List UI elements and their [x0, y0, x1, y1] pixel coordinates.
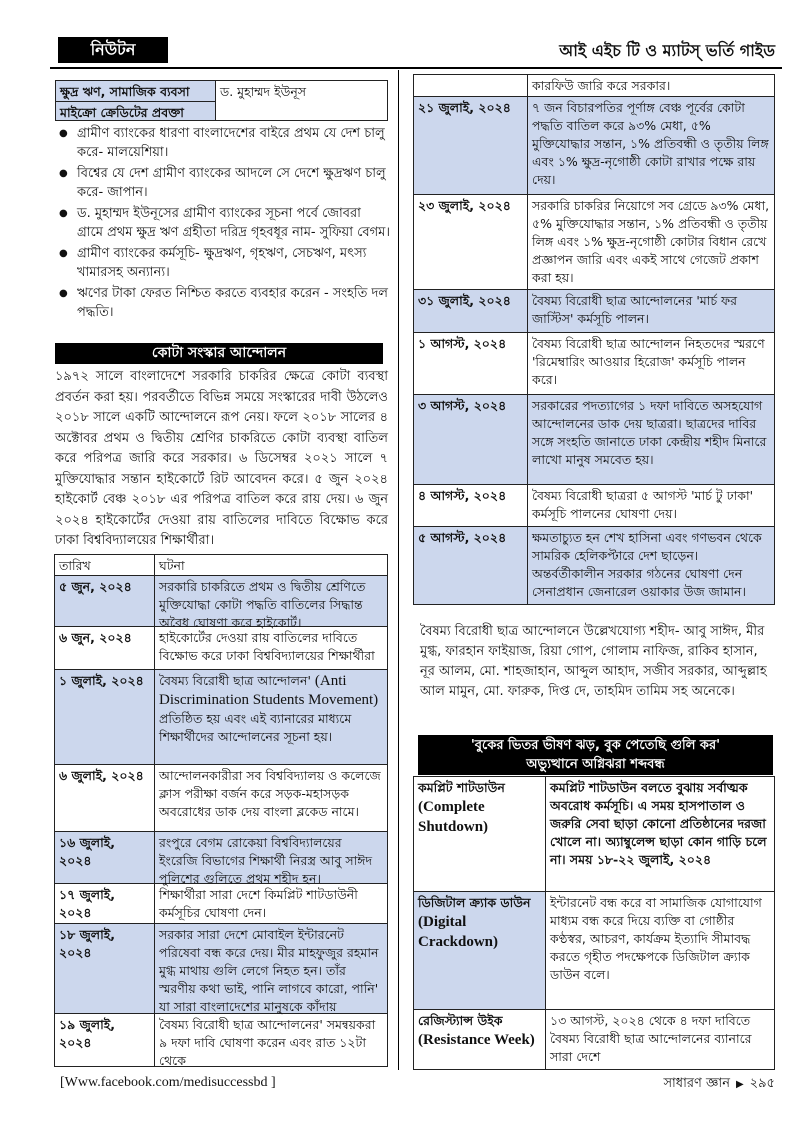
- bullet-icon: ●: [59, 208, 68, 219]
- row-event: রংপুরে বেগম রোকেয়া বিশ্ববিদ্যালয়ের ইংরেজি বিভাগের শিক্ষার্থী নিরস্ত্র আবু সাঈদ পুলিশের গুলিতে প্রথম শহীদ হন।: [155, 832, 388, 884]
- row-event: বৈষম্য বিরোধী ছাত্র আন্দোলনের' সমন্বয়করা ৯ দফা দাবি ঘোষণা করেন এবং রাত ১২টা থেকে: [155, 1014, 388, 1067]
- row-date: ১৯ জুলাই, ২০২৪: [55, 1014, 155, 1067]
- row-event: সরকারি চাকরির নিয়োগে সব গ্রেডে ৯৩% মেধা, ৫% মুক্তিযোদ্ধার সন্তান, ১% প্রতিবন্ধী ও তৃতীয় লিঙ্গ এবং ১% ক্ষুদ্র-নৃগোষ্ঠী কোটার বিধান রেখে প্রজ্ঞাপন জারি এবং একই সাথে গেজেট প্রকাশ করা হয়।: [528, 195, 775, 290]
- term-bengali: কমপ্লিট শাটডাউন: [418, 780, 505, 795]
- bullet-icon: ●: [59, 168, 68, 179]
- glossary-definition: কমপ্লিট শাটডাউন বলতে বুঝায় সর্বাত্মক অবরোধ কর্মসূচি। এ সময় হাসপাতাল ও জরুরি সেবা ছাড়া কোনো প্রতিষ্ঠানের দরজা খোলে না। অ্যাম্বুলেন্স ছাড়া কোন গাড়ি চলে না। সময় ১৮-২২ জুলাই, ২০২৪: [546, 777, 775, 892]
- row-event: সরকারের পদত্যাগের ১ দফা দাবিতে অসহযোগ আন্দোলনের ডাক দেয় ছাত্ররা। ছাত্রদের দাবির সঙ্গে সংহতি জানাতে ঢাকা কেন্দ্রীয় শহীদ মিনারে লাখো মানুষ সমবেত হয়।: [528, 395, 775, 485]
- bullet-icon: ●: [59, 128, 68, 139]
- footer-link[interactable]: [Www.facebook.com/medisuccessbd ]: [60, 1075, 276, 1090]
- table-row: [55, 765, 388, 832]
- intro-cell-role: মাইক্রো ক্রেডিটের প্রবক্তা: [56, 102, 216, 121]
- table-row: [414, 527, 775, 605]
- row-date: ১ আগস্ট, ২০২৪: [414, 333, 528, 395]
- table-row: [414, 290, 775, 333]
- list-item: ● গ্রামীণ ব্যাংকের কর্মসূচি- ক্ষুদ্রঋণ, গৃহঋণ, সেচঋণ, মৎস্য খামারসহ অন্যান্য।: [59, 246, 367, 280]
- bullet-icon: ●: [59, 248, 68, 259]
- row-event: হাইকোর্টের দেওয়া রায় বাতিলের দাবিতে বিক্ষোভ করে ঢাকা বিশ্ববিদ্যালয়ের শিক্ষার্থীরা: [155, 627, 388, 670]
- intro-table: [55, 80, 388, 121]
- glossary-row: [414, 892, 775, 1010]
- list-item: ● ড. মুহাম্মদ ইউনূসের গ্রামীণ ব্যাংকের সূচনা পর্বে জোবরা গ্রামে প্রথম ক্ষুদ্র ঋণ গ্রহীতা দরিদ্র গৃহবধূর নাম- সুফিয়া বেগম।: [59, 206, 391, 240]
- timeline-table: [54, 554, 388, 1067]
- row-date: ৫ জুন, ২০২৪: [55, 576, 155, 627]
- table-row: [414, 97, 775, 195]
- glossary-definition: ১৩ আগস্ট, ২০২৪ থেকে ৪ দফা দাবিতে বৈষম্য বিরোধী ছাত্র আন্দোলনের ব্যানারে সারা দেশে: [546, 1010, 775, 1070]
- martyrs-paragraph: বৈষম্য বিরোধী ছাত্র আন্দোলনে উল্লেখযোগ্য শহীদ- আবু সাঈদ, মীর মুগ্ধ, ফারহান ফাইয়াজ, রিয়া গোপ, গোলাম নাফিজ, রাকিব হাসান, নূর আলম, মো. শাহজাহান, আব্দুল আহাদ, সজীব সরকার, আব্দুল্লাহ আল মামুন, মো. ফারুক, দিপ্ত দে, তাহমিদ তামিম সহ অনেকে।: [420, 624, 767, 699]
- row-date: ১৮ জুলাই, ২০২৪: [55, 924, 155, 1014]
- section-paragraph: ১৯৭২ সালে বাংলাদেশে সরকারি চাকরির ক্ষেত্রে কোটা ব্যবস্থা প্রবর্তন করা হয়। পরবর্তীতে বিভিন্ন সময়ে সংস্কারের দাবী উঠলেও ২০১৮ সালে একটি আন্দোলনে রূপ নেয়। ফলে ২০১৮ সালের ৪ অক্টোবর প্রথম ও দ্বিতীয় শ্রেণির চাকরিতে কোটা ব্যবস্থা বাতিল করে পরিপত্র জারি করে সরকার। ৬ ডিসেম্বর ২০২১ সালে ৭ মুক্তিযোদ্ধার সন্তান হাইকোর্টে রিট আবেদন করে। ৫ জুন ২০২৪ হাইকোর্ট বেঞ্চ ২০১৮ এর পরিপত্র বাতিল করে রায় দেয়। ৬ জুন ২০২৪ হাইকোর্টের দেওয়া রায় বাতিলের দাবিতে বিক্ষোভ করে ঢাকা বিশ্ববিদ্যালয়ের শিক্ষার্থীরা।: [55, 369, 388, 548]
- row-date: ৬ জুলাই, ২০২৪: [55, 765, 155, 832]
- footer-subject: সাধারণ জ্ঞান: [663, 1076, 730, 1091]
- slogan-subtitle: অভ্যুত্থানে অগ্নিঝরা শব্দবন্ধ: [526, 757, 665, 772]
- table-row: [55, 670, 388, 765]
- timeline-table-continued: [413, 74, 775, 605]
- row-event: ৭ জন বিচারপতির পূর্ণাঙ্গ বেঞ্চ পূর্বের কোটা পদ্ধতি বাতিল করে ৯৩% মেধা, ৫% মুক্তিযোদ্ধার সন্তান, ১% প্রতিবন্ধী ও তৃতীয় লিঙ্গ এবং ১% ক্ষুদ্র-নৃগোষ্ঠী কোটা রাখার পক্ষে রায় দেয়।: [528, 97, 775, 195]
- slogan-line: 'বুকের ভিতর ভীষণ ঝড়, বুক পেতেছি গুলি কর': [470, 738, 721, 753]
- intro-cell-topic: ক্ষুদ্র ঋণ, সামাজিক ব্যবসা: [56, 81, 216, 102]
- bullet-list: [55, 124, 390, 324]
- table-row: [414, 75, 775, 97]
- row-date: ৩১ জুলাই, ২০২৪: [414, 290, 528, 333]
- row-date: ৩ আগস্ট, ২০২৪: [414, 395, 528, 485]
- list-item: ● গ্রামীণ ব্যাংকের ধারণা বাংলাদেশের বাইরে প্রথম যে দেশ চালু করে- মালয়েশিয়া।: [59, 126, 385, 160]
- table-row: [414, 395, 775, 485]
- row-event: সরকার সারা দেশে মোবাইল ইন্টারনেট পরিষেবা বন্ধ করে দেয়। মীর মাহফুজুর রহমান মুগ্ধ মাথায় গুলি লেগে নিহত হন। তাঁর স্মরণীয় কথা ভাই, পানি লাগবে কারো, পানি' যা সারা বাংলাদেশের মানুষকে কাঁদায়: [155, 924, 388, 1014]
- term-english: (Resistance Week): [418, 1032, 535, 1048]
- row-event: আন্দোলনকারীরা সব বিশ্ববিদ্যালয় ও কলেজে ক্লাস পরীক্ষা বর্জন করে সড়ক-মহাসড়ক অবরোধের ডাক দেয় বাংলা ব্লকেড নামে।: [155, 765, 388, 832]
- row-date: ২১ জুলাই, ২০২৪: [414, 97, 528, 195]
- list-item: ● ঋণের টাকা ফেরত নিশ্চিত করতে ব্যবহার করেন - সংহতি দল পদ্ধতি।: [59, 286, 388, 320]
- table-header-row: [55, 555, 388, 576]
- column-header-date: তারিখ: [55, 555, 155, 576]
- column-header-event: ঘটনা: [155, 555, 388, 576]
- row-date: ৬ জুন, ২০২৪: [55, 627, 155, 670]
- row-event: [155, 670, 388, 765]
- column-divider: [398, 70, 399, 1070]
- row-date: ১৭ জুলাই, ২০২৪: [55, 884, 155, 924]
- event-english-name: (Anti Discrimination Students Movement): [159, 673, 379, 708]
- glossary-term: [414, 1010, 546, 1070]
- table-row: [55, 884, 388, 924]
- row-date: ৫ আগস্ট, ২০২৪: [414, 527, 528, 605]
- row-event: বৈষম্য বিরোধী ছাত্ররা ৫ আগস্ট 'মার্চ টু ঢাকা' কর্মসূচি পালনের ঘোষণা দেয়।: [528, 485, 775, 527]
- page-number: ২৯৫: [749, 1076, 775, 1091]
- slogan-box: [418, 735, 773, 775]
- event-text: বৈষম্য বিরোধী ছাত্র আন্দোলন': [159, 673, 311, 688]
- row-event: কারফিউ জারি করে সরকার।: [528, 75, 775, 97]
- event-text: প্রতিষ্ঠিত হয় এবং এই ব্যানারের মাধ্যমে শিক্ষার্থীদের আন্দোলনের সূচনা হয়।: [159, 711, 352, 744]
- row-date: ১ জুলাই, ২০২৪: [55, 670, 155, 765]
- arrow-right-icon: ▶: [735, 1079, 744, 1090]
- term-english: (Digital Crackdown): [418, 914, 499, 950]
- intro-cell-person: ড. মুহাম্মদ ইউনূস: [216, 81, 388, 121]
- bullet-icon: ●: [59, 288, 68, 299]
- glossary-row: [414, 777, 775, 892]
- glossary-row: [414, 1010, 775, 1070]
- publisher-label: নিউটন: [58, 37, 168, 63]
- table-row: [55, 832, 388, 884]
- glossary-table: [413, 776, 775, 1070]
- row-date: [414, 75, 528, 97]
- glossary-definition: ইন্টারনেট বন্ধ করে বা সামাজিক যোগাযোগ মাধ্যম বন্ধ করে দিয়ে ব্যক্তি বা গোষ্ঠীর কণ্ঠস্বর, আচরণ, কার্যক্রম ইত্যাদি সীমাবদ্ধ করতে গৃহীত পদক্ষেপকে ডিজিটাল ক্র্যাক ডাউন বলে।: [546, 892, 775, 1010]
- row-event: শিক্ষার্থীরা সারা দেশে কিমপ্লিট শাটডাউনী কর্মসূচির ঘোষণা দেন।: [155, 884, 388, 924]
- table-row: [414, 485, 775, 527]
- table-row: [55, 924, 388, 1014]
- table-row: [55, 1014, 388, 1067]
- glossary-term: [414, 892, 546, 1010]
- footer-page-info: [560, 1075, 775, 1094]
- row-date: ১৬ জুলাই, ২০২৪: [55, 832, 155, 884]
- row-event: ক্ষমতাচ্যুত হন শেখ হাসিনা এবং গণভবন থেকে সামরিক হেলিকপ্টারে দেশ ছাড়েন। অন্তর্বর্তীকালীন সরকার গঠনের ঘোষণা দেন সেনাপ্রধান জেনারেল ওয়াকার উজ জামান।: [528, 527, 775, 605]
- table-row: [55, 576, 388, 627]
- row-date: ২৩ জুলাই, ২০২৪: [414, 195, 528, 290]
- table-row: [414, 333, 775, 395]
- row-date: ৪ আগস্ট, ২০২৪: [414, 485, 528, 527]
- header-divider: [50, 67, 782, 69]
- list-item: ● বিশ্বের যে দেশ গ্রামীণ ব্যাংকের আদলে সে দেশে ক্ষুদ্রঋণ চালু করে- জাপান।: [59, 166, 386, 200]
- term-bengali: ডিজিটাল ক্র্যাক ডাউন: [418, 895, 531, 910]
- guide-title: আই এইচ টি ও ম্যাটস্ ভর্তি গাইড: [559, 41, 775, 60]
- table-row: [55, 627, 388, 670]
- glossary-term: [414, 777, 546, 892]
- term-english: (Complete Shutdown): [418, 799, 489, 835]
- section-heading: কোটা সংস্কার আন্দোলন: [55, 343, 383, 364]
- table-row: [414, 195, 775, 290]
- row-event: বৈষম্য বিরোধী ছাত্র আন্দোলনের 'মার্চ ফর জাস্টিস' কর্মসূচি পালন।: [528, 290, 775, 333]
- row-event: সরকারি চাকরিতে প্রথম ও দ্বিতীয় শ্রেণিতে মুক্তিযোদ্ধা কোটা পদ্ধতি বাতিলের সিদ্ধান্ত অবৈধ ঘোষণা করে হাইকোর্ট।: [155, 576, 388, 627]
- row-event: বৈষম্য বিরোধী ছাত্র আন্দোলন নিহতদের স্মরণে 'রিমেম্বারিং আওয়ার হিরোজ' কর্মসূচি পালন করে।: [528, 333, 775, 395]
- term-bengali: রেজিস্ট্যান্স উইক: [418, 1013, 503, 1028]
